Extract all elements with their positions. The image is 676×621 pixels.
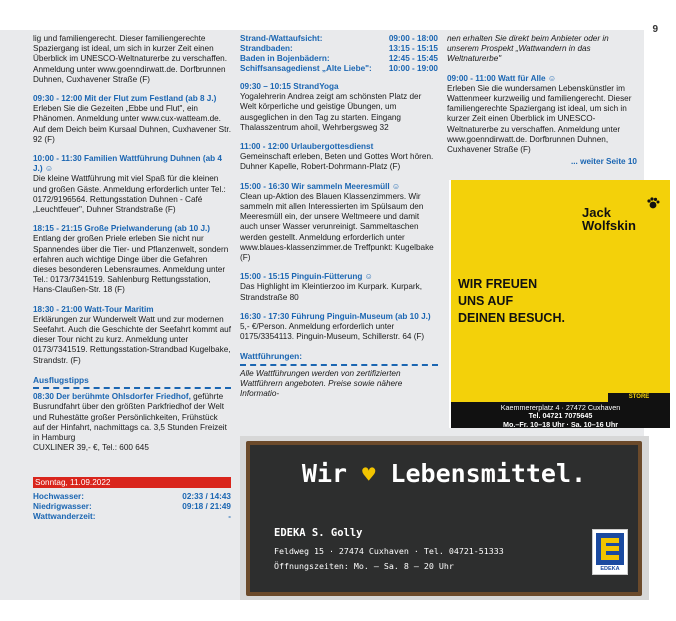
table-row xyxy=(240,54,438,64)
tide-label: Hochwasser: xyxy=(33,492,84,502)
column-1 xyxy=(33,34,231,522)
event-text: Clean up-Aktion des Blauen Klassenzimmers. Wir sammeln mit allen Interessierten im Spülsaum den Meeresmüll ein, der unsere Weltmeere und damit auch unser Wasser verunreinigt. Sammeltaschen werden gestellt. Anmeldung erforderlich unter www.blaues-klassenzimmer.de Treffpunkt: Kugelbake (F) xyxy=(240,191,434,263)
event-text: Erklärungen zur Wunderwelt Watt und zur modernen Seefahrt. Auch die Geschichte der Seefahrt kommt auf dieser Tour nicht zu kurz. Anmeldung unter 0173/7341519. Rettungsstation-Strandbad Kugelbake, Strandstr. (F) xyxy=(33,314,231,365)
chalkboard-frame xyxy=(246,441,642,596)
event-entry xyxy=(33,224,231,295)
event-heading: 15:00 - 15:15 Pinguin-Fütterung ☺ xyxy=(240,272,374,282)
store-label: STORE xyxy=(608,393,670,402)
tide-value: 09:18 / 21:49 xyxy=(182,502,231,512)
event-heading: 10:00 - 11:30 Familien Wattführung Duhnen (ab 4 J.) ☺ xyxy=(33,154,222,174)
event-entry xyxy=(447,74,637,156)
event-entry xyxy=(240,272,438,303)
slogan-left: Wir xyxy=(301,459,348,488)
store-name: EDEKA S. Golly xyxy=(274,527,363,539)
event-text: Entlang der großen Priele erleben Sie nicht nur Spannendes über die Tier- und Pflanzenwelt, sondern erfahren auch wichtige Dinge über die Gefahren dieses besonderen Lebensraumes. Anmeldung unter Tel.: 0173/7341519. Sahlenburg Rettungsstation, Hans-Claußen-Str. 18 (F) xyxy=(33,234,229,295)
jack-wolfskin-ad[interactable] xyxy=(449,180,672,428)
event-heading: 11:00 - 12:00 Urlaubergottesdienst xyxy=(240,142,374,152)
service-label: Strand-/Wattaufsicht: xyxy=(240,34,323,43)
service-value: 09:00 - 18:00 xyxy=(388,34,438,43)
tide-label: Wattwanderzeit: xyxy=(33,512,96,522)
service-value: 13:15 - 15:15 xyxy=(388,44,438,53)
logo-e-bar xyxy=(606,546,619,551)
tide-label: Niedrigwasser: xyxy=(33,502,92,512)
event-entry xyxy=(33,94,231,145)
service-label: Schiffsansagedienst „Alte Liebe": xyxy=(240,64,372,73)
edeka-ad[interactable] xyxy=(240,436,649,600)
store-address: Kaemmererplatz 4 · 27472 Cuxhaven xyxy=(500,403,621,412)
service-value: 12:45 - 15:45 xyxy=(388,54,438,63)
ausflug-heading: Ausflugstipps xyxy=(33,374,89,385)
event-text: Das Highlight im Kleintierzoo im Kurpark. Kurpark, Strandstraße 80 xyxy=(240,282,423,302)
brand-line-2: Wolfskin xyxy=(582,218,636,233)
page-number: 9 xyxy=(652,24,658,35)
event-text: Erleben Sie die wundersamen Lebenskünstler im Wattenmeer kurzweilig und familiengerecht. Dieser familiengerechte Spaziergang ist ideal, um sich in kurzer Zeit einen Überblick im UNESCO-Weltnaturerbe zu verschaffen. Anmeldung unter www.goenndirwatt.de. Dorfbrunnen Duhnen, Cuxhavener Straße (F) xyxy=(447,83,632,155)
col3-intro: nen erhalten Sie direkt beim Anbieter oder in unserem Prospekt „Wattwandern in das Weltnaturerbe" xyxy=(447,34,609,64)
brand-logo xyxy=(582,206,662,232)
event-heading: 09:30 - 12:00 Mit der Flut zum Festland (ab 8 J.) xyxy=(33,94,217,104)
ausflug-price: CUXLINER 39,- €, Tel.: 600 645 xyxy=(33,443,149,453)
ausflug-entry xyxy=(33,392,231,453)
event-heading: 18:15 - 21:15 Große Prielwanderung (ab 10 J.) xyxy=(33,224,211,234)
tide-value: - xyxy=(228,512,231,522)
event-heading: 18:30 - 21:00 Watt-Tour Maritim xyxy=(33,304,154,314)
table-row xyxy=(33,502,231,512)
chalkboard xyxy=(250,445,638,592)
edeka-logo xyxy=(592,529,628,575)
event-text: Die kleine Wattführung mit viel Spaß für die kleinen und großen Gäste. Anmeldung erforderlich unter Tel.: 0172/9196564. Rettungsstation Duhnen - Café „Leuchtfeuer", Duhner Strandstraße (F) xyxy=(33,174,226,215)
event-entry xyxy=(240,182,438,264)
tide-value: 02:33 / 14:43 xyxy=(182,492,231,502)
watt-text: Alle Wattführungen werden von zertifizierten Wattführern angeboten. Preise sowie nähere Informatio- xyxy=(240,368,403,399)
column-3 xyxy=(447,34,637,167)
ausflug-text: geführte Busrundfahrt über den größten Parkfriedhof der Welt und Ruhestätte großer Persönlichkeiten, Frühstück auf der Hinfahrt, nachmittags ca. 3,5 Stunden Freizeit in Hamburg xyxy=(33,392,227,442)
event-heading: 15:00 - 16:30 Wir sammeln Meeresmüll ☺ xyxy=(240,181,401,191)
store-hours: Mo.–Fr. 10–18 Uhr · Sa. 10–16 Uhr xyxy=(502,419,619,429)
event-entry xyxy=(240,82,438,133)
event-heading: 09:30 – 10:15 StrandYoga xyxy=(240,82,339,91)
event-text: 5,- €/Person. Anmeldung erforderlich unter 0175/3354113. Pinguin-Museum, Schillerstr. 64 (F) xyxy=(240,322,425,342)
continue-link[interactable]: ... weiter Seite 10 xyxy=(571,157,637,167)
slogan-right: Lebensmittel. xyxy=(390,459,587,488)
table-row xyxy=(33,492,231,502)
store-phone: Tel. 04721 7075645 xyxy=(528,411,593,421)
table-row xyxy=(240,34,438,44)
headline-line: UNS AUF xyxy=(458,294,514,308)
logo-text: EDEKA xyxy=(600,566,620,572)
ad-yellow-panel xyxy=(451,180,670,428)
table-row xyxy=(240,64,438,74)
event-entry xyxy=(33,305,231,366)
table-row xyxy=(240,44,438,54)
store-hours: Öffnungszeiten: Mo. – Sa. 8 – 20 Uhr xyxy=(274,561,454,571)
heart-icon: ♥ xyxy=(362,463,376,488)
table-row xyxy=(33,512,231,522)
event-text: Yogalehrerin Andrea zeigt am schönsten Platz der Welt körperliche und geistige Übungen, um ausgeglichen in den Tag zu starten. Eingang Thalasszentrum ahoil, Wehrbergsweg 32 xyxy=(240,92,422,132)
service-times-table xyxy=(240,34,438,74)
dashed-divider xyxy=(33,386,231,389)
watt-heading: Wattführungen: xyxy=(240,351,303,362)
col1-intro: lig und familiengerecht. Dieser familiengerechte Spaziergang ist ideal, um sich in kurzer Zeit einen Überblick im UNESCO-Weltnaturerbe zu verschaffen. Anmeldung unter www.goenndirwatt.de. Dorfbrunnen Duhnen, Cuxhavener Straße (F) xyxy=(33,34,227,84)
store-info xyxy=(451,402,670,428)
event-entry xyxy=(33,154,231,215)
brand-line-1: Jack xyxy=(582,205,611,220)
event-entry xyxy=(240,142,438,173)
event-heading: 16:30 - 17:30 Führung Pinguin-Museum (ab 10 J.) xyxy=(240,311,431,321)
sunday-date-bar: Sonntag, 11.09.2022 xyxy=(33,477,231,488)
sunday-tide-table xyxy=(33,492,231,522)
event-text: Erleben Sie die Gezeiten „Ebbe und Flut", ein Phänomen. Anmeldung unter www.cux-watteam.de. Auf dem Deich beim Kursaal Duhnen, Cuxhavener Str. 92 (F) xyxy=(33,104,231,144)
event-entry xyxy=(240,312,438,343)
store-address: Feldweg 15 · 27474 Cuxhaven · Tel. 04721-51333 xyxy=(274,546,504,556)
ad-headline xyxy=(458,276,658,327)
ad-slogan xyxy=(250,459,638,488)
service-value: 10:00 - 19:00 xyxy=(388,64,438,73)
ausflug-title: 08:30 Der berühmte Ohlsdorfer Friedhof, xyxy=(33,392,191,402)
service-label: Strandbaden: xyxy=(240,44,293,53)
event-text: Gemeinschaft erleben, Beten und Gottes Wort hören. Duhner Kapelle, Robert-Dohrmann-Platz (F) xyxy=(240,152,434,172)
column-2 xyxy=(240,34,438,399)
dashed-divider xyxy=(240,363,438,366)
service-label: Baden in Bojenbädern: xyxy=(240,54,330,63)
event-heading: 09:00 - 11:00 Watt für Alle ☺ xyxy=(447,73,557,83)
headline-line: DEINEN BESUCH. xyxy=(458,311,565,325)
headline-line: WIR FREUEN xyxy=(458,277,538,291)
